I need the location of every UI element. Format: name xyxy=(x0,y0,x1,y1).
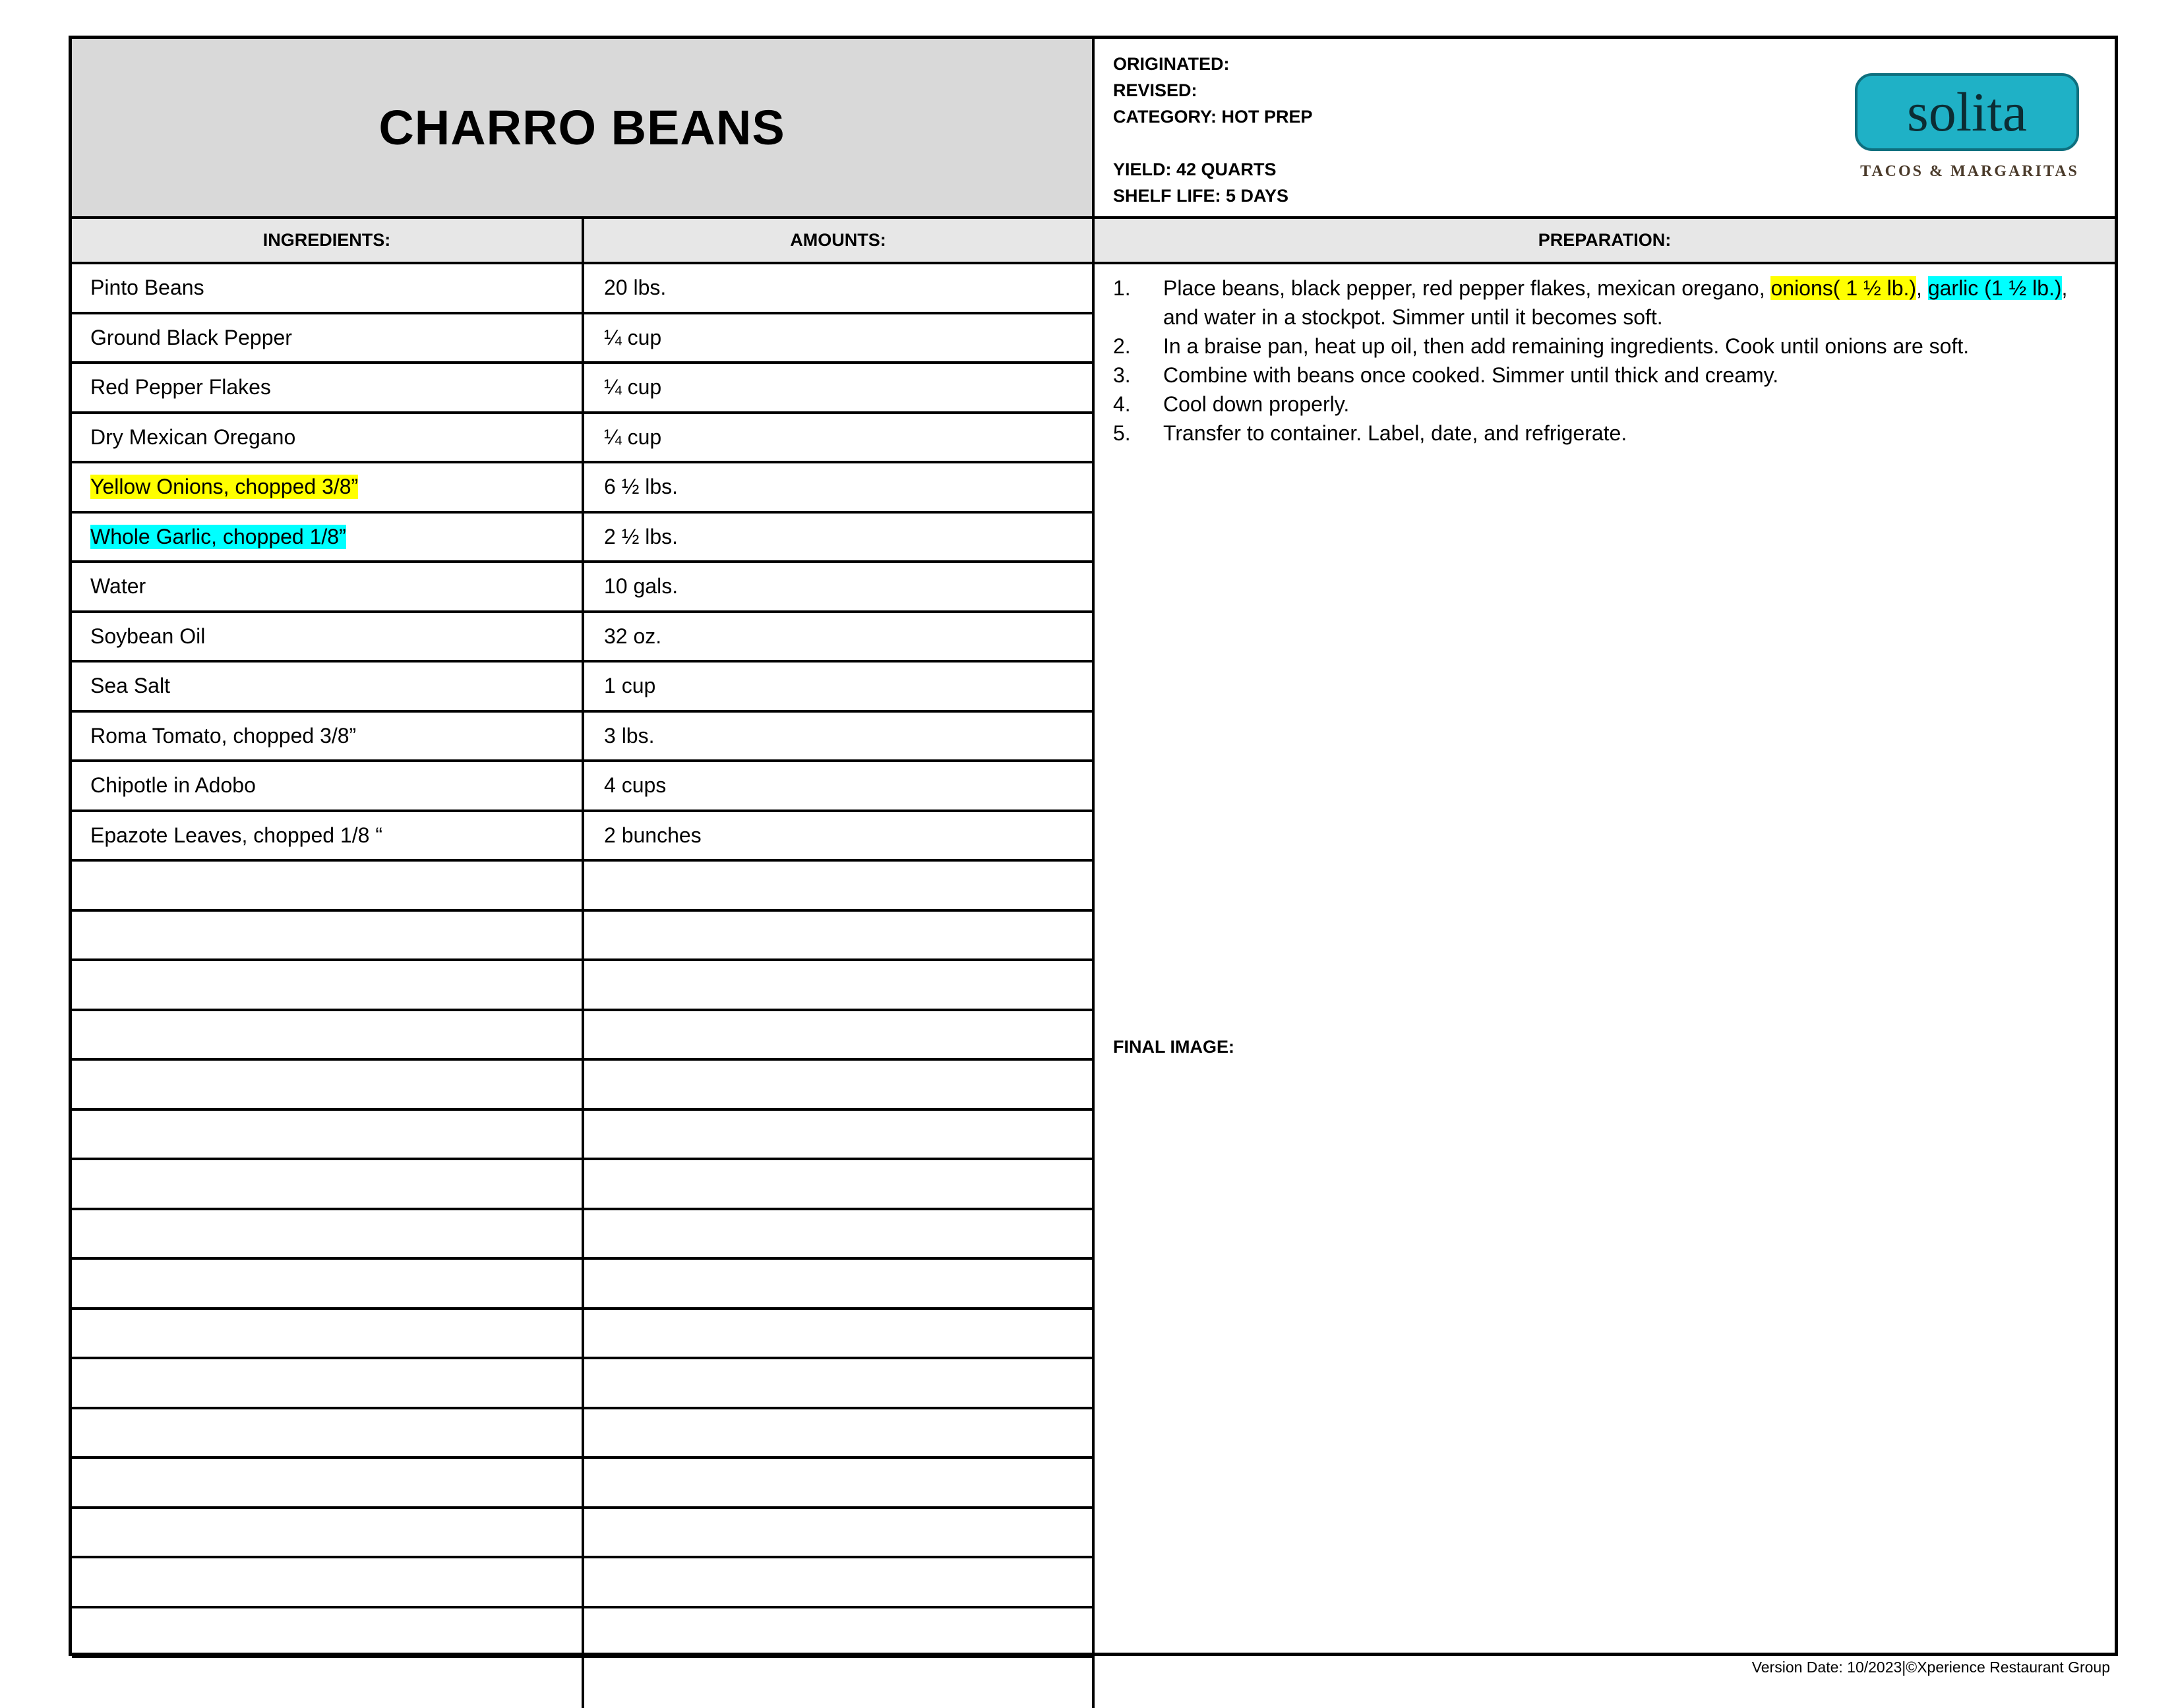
step-number: 5. xyxy=(1113,421,1131,445)
preparation-step xyxy=(1113,361,2088,390)
table-row xyxy=(72,1061,1095,1111)
preparation-step xyxy=(1113,332,2088,361)
final-image-label: FINAL IMAGE: xyxy=(1113,1037,1234,1057)
step-text-part: , xyxy=(1916,276,1928,300)
ingredient-cell xyxy=(72,1011,584,1059)
amount-cell: ¼ cup xyxy=(584,414,1095,461)
amount-cell xyxy=(584,1409,1095,1457)
version-footer: Version Date: 10/2023|©Xperience Restaurant Group xyxy=(1751,1659,2110,1676)
amount-cell xyxy=(584,1608,1095,1656)
ingredient-name: Dry Mexican Oregano xyxy=(90,425,296,449)
amount-cell xyxy=(584,1061,1095,1108)
table-row xyxy=(72,862,1095,912)
table-row xyxy=(72,1111,1095,1161)
table-row xyxy=(72,1459,1095,1509)
ingredient-name: Roma Tomato, chopped 3/8” xyxy=(90,723,357,748)
ingredient-cell xyxy=(72,264,584,312)
ingredient-cell xyxy=(72,1558,584,1606)
category-label: CATEGORY: HOT PREP xyxy=(1113,107,1313,127)
amount-cell xyxy=(584,1359,1095,1407)
table-row xyxy=(72,514,1095,564)
table-row xyxy=(72,663,1095,713)
originated-label: ORIGINATED: xyxy=(1113,54,1230,74)
amount-cell xyxy=(584,1260,1095,1307)
ingredient-cell xyxy=(72,1210,584,1258)
ingredient-name: Sea Salt xyxy=(90,674,170,698)
amount-cell xyxy=(584,1111,1095,1158)
ingredient-cell xyxy=(72,812,584,860)
ingredient-name: Epazote Leaves, chopped 1/8 “ xyxy=(90,823,382,847)
table-row xyxy=(72,563,1095,613)
recipe-card xyxy=(69,36,2118,1656)
table-row xyxy=(72,961,1095,1011)
amount-cell xyxy=(584,1509,1095,1556)
table-row xyxy=(72,264,1095,314)
step-text-part: In a braise pan, heat up oil, then add remaining ingredients. Cook until onions are soft. xyxy=(1163,334,1970,358)
table-row xyxy=(72,414,1095,464)
ingredient-cell xyxy=(72,613,584,661)
amount-cell: 4 cups xyxy=(584,762,1095,810)
ingredient-cell xyxy=(72,1160,584,1208)
recipe-title: CHARRO BEANS xyxy=(378,100,785,155)
amount-cell xyxy=(584,912,1095,959)
ingredient-name: Soybean Oil xyxy=(90,624,206,648)
table-row xyxy=(72,812,1095,862)
table-row xyxy=(72,1658,1095,1708)
preparation-steps xyxy=(1095,264,2115,1653)
ingredient-cell xyxy=(72,364,584,411)
ingredient-cell xyxy=(72,1111,584,1158)
step-text-part: Transfer to container. Label, date, and refrigerate. xyxy=(1163,421,1627,445)
amount-cell xyxy=(584,1210,1095,1258)
preparation-step xyxy=(1113,419,2088,448)
ingredient-cell xyxy=(72,1459,584,1506)
yield-label: YIELD: 42 QUARTS xyxy=(1113,160,1277,179)
step-text-part: garlic (1 ½ lb.) xyxy=(1927,276,2062,300)
table-row xyxy=(72,1160,1095,1210)
amount-cell: ¼ cup xyxy=(584,364,1095,411)
ingredient-cell xyxy=(72,862,584,909)
table-row xyxy=(72,713,1095,763)
ingredient-cell xyxy=(72,1260,584,1307)
table-row xyxy=(72,1011,1095,1061)
amount-cell: ¼ cup xyxy=(584,314,1095,362)
amount-cell xyxy=(584,1160,1095,1208)
step-text-part: Combine with beans once cooked. Simmer until thick and creamy. xyxy=(1163,363,1779,387)
revised-label: REVISED: xyxy=(1113,80,1197,100)
ingredient-cell xyxy=(72,1359,584,1407)
amount-cell: 32 oz. xyxy=(584,613,1095,661)
step-text xyxy=(1163,332,2088,361)
preparation-step xyxy=(1113,390,2088,419)
amount-cell: 6 ½ lbs. xyxy=(584,463,1095,511)
step-number: 4. xyxy=(1113,392,1131,416)
preparation-header: PREPARATION: xyxy=(1095,219,2115,264)
amount-cell xyxy=(584,1459,1095,1506)
amount-cell: 20 lbs. xyxy=(584,264,1095,312)
table-row xyxy=(72,1509,1095,1559)
table-row xyxy=(72,314,1095,365)
preparation-step xyxy=(1113,274,2088,332)
ingredient-cell xyxy=(72,1658,584,1708)
logo-badge: solita xyxy=(1855,73,2079,151)
ingredient-name: Yellow Onions, chopped 3/8” xyxy=(90,475,359,499)
step-text xyxy=(1163,274,2088,332)
step-text-part: onions( 1 ½ lb.) xyxy=(1770,276,1917,300)
ingredient-cell xyxy=(72,1310,584,1357)
step-text-part: , and water in a stockpot. Simmer until it becomes soft. xyxy=(1163,276,2068,329)
table-row xyxy=(72,1409,1095,1459)
amount-cell xyxy=(584,1558,1095,1606)
step-text xyxy=(1163,419,2088,448)
ingredient-cell xyxy=(72,414,584,461)
ingredient-name: Water xyxy=(90,574,146,599)
amount-cell: 10 gals. xyxy=(584,563,1095,610)
ingredient-cell xyxy=(72,563,584,610)
ingredient-cell xyxy=(72,463,584,511)
table-row xyxy=(72,613,1095,663)
ingredient-name: Ground Black Pepper xyxy=(90,325,292,349)
amount-cell xyxy=(584,862,1095,909)
amount-cell: 2 ½ lbs. xyxy=(584,514,1095,561)
step-number: 1. xyxy=(1113,276,1131,300)
table-row xyxy=(72,762,1095,812)
ingredient-cell xyxy=(72,912,584,959)
step-text xyxy=(1163,390,2088,419)
amount-cell xyxy=(584,1011,1095,1059)
ingredient-name: Red Pepper Flakes xyxy=(90,375,271,399)
ingredient-cell xyxy=(72,762,584,810)
table-row xyxy=(72,912,1095,962)
ingredient-cell xyxy=(72,314,584,362)
table-row xyxy=(72,1260,1095,1310)
ingredient-name: Chipotle in Adobo xyxy=(90,773,256,798)
amount-cell: 3 lbs. xyxy=(584,713,1095,760)
ingredient-cell xyxy=(72,663,584,710)
ingredient-cell xyxy=(72,713,584,760)
step-text-part: Cool down properly. xyxy=(1163,392,1350,416)
step-number: 3. xyxy=(1113,363,1131,387)
table-row xyxy=(72,364,1095,414)
step-text xyxy=(1163,361,2088,390)
shelf-life-label: SHELF LIFE: 5 DAYS xyxy=(1113,186,1289,206)
solita-logo xyxy=(1851,73,2088,185)
ingredients-header: INGREDIENTS: xyxy=(72,219,584,264)
table-row xyxy=(72,1359,1095,1409)
ingredient-cell xyxy=(72,961,584,1009)
table-row xyxy=(72,463,1095,514)
ingredient-name: Pinto Beans xyxy=(90,276,204,300)
logo-tagline: TACOS & MARGARITAS xyxy=(1860,163,2079,180)
amount-cell xyxy=(584,1658,1095,1708)
ingredients-table xyxy=(72,264,1095,1708)
amount-cell: 1 cup xyxy=(584,663,1095,710)
recipe-meta xyxy=(1095,39,2115,219)
amount-cell xyxy=(584,1310,1095,1357)
ingredient-cell xyxy=(72,1061,584,1108)
amount-cell: 2 bunches xyxy=(584,812,1095,860)
table-row xyxy=(72,1558,1095,1608)
table-row xyxy=(72,1210,1095,1260)
title-cell xyxy=(72,39,1095,219)
amounts-header: AMOUNTS: xyxy=(584,219,1095,264)
step-text-part: Place beans, black pepper, red pepper flakes, mexican oregano, xyxy=(1163,276,1771,300)
ingredient-cell xyxy=(72,1608,584,1656)
step-number: 2. xyxy=(1113,334,1131,358)
table-row xyxy=(72,1608,1095,1659)
ingredient-name: Whole Garlic, chopped 1/8” xyxy=(90,524,346,548)
table-row xyxy=(72,1310,1095,1360)
ingredient-cell xyxy=(72,514,584,561)
ingredient-cell xyxy=(72,1409,584,1457)
amount-cell xyxy=(584,961,1095,1009)
ingredient-cell xyxy=(72,1509,584,1556)
